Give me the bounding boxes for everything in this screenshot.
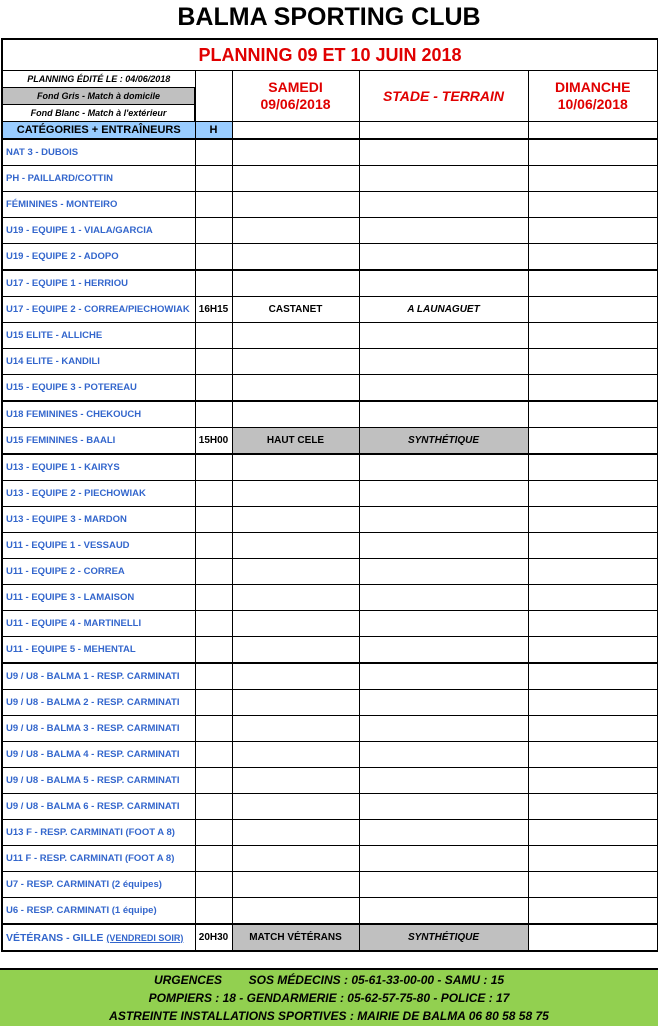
field-cell xyxy=(359,375,528,402)
field-cell xyxy=(359,323,528,349)
sunday-cell xyxy=(528,401,658,428)
category-cell: U6 - RESP. CARMINATI (1 équipe) xyxy=(2,898,195,925)
field-cell: SYNTHÉTIQUE xyxy=(359,924,528,951)
field-cell xyxy=(359,166,528,192)
hour-cell xyxy=(195,898,232,925)
footer-line-3: ASTREINTE INSTALLATIONS SPORTIVES : MAIRIE DE BALMA 06 80 58 58 75 xyxy=(109,1009,549,1023)
hour-cell xyxy=(195,742,232,768)
table-row xyxy=(2,690,658,716)
field-cell xyxy=(359,401,528,428)
sunday-cell xyxy=(528,454,658,481)
field-cell: SYNTHÉTIQUE xyxy=(359,428,528,455)
sunday-cell xyxy=(528,690,658,716)
saturday-cell xyxy=(232,454,359,481)
sunday-cell xyxy=(528,716,658,742)
category-cell: U11 - EQUIPE 1 - VESSAUD xyxy=(2,533,195,559)
table-row xyxy=(2,507,658,533)
saturday-cell xyxy=(232,794,359,820)
hour-cell xyxy=(195,533,232,559)
category-cell: U9 / U8 - BALMA 3 - RESP. CARMINATI xyxy=(2,716,195,742)
field-cell xyxy=(359,533,528,559)
sunday-cell xyxy=(528,742,658,768)
table-row xyxy=(2,872,658,898)
sunday-cell xyxy=(528,375,658,402)
hour-cell xyxy=(195,690,232,716)
category-cell: U11 - EQUIPE 5 - MEHENTAL xyxy=(2,637,195,664)
saturday-cell xyxy=(232,139,359,166)
footer-line-1: URGENCES SOS MÉDECINS : 05-61-33-00-00 - SAMU : 15 xyxy=(153,973,505,987)
saturday-cell xyxy=(232,872,359,898)
table-row xyxy=(2,401,658,428)
hour-cell xyxy=(195,481,232,507)
saturday-cell xyxy=(232,820,359,846)
saturday-cell xyxy=(232,244,359,271)
table-row xyxy=(2,375,658,402)
hour-cell xyxy=(195,192,232,218)
field-cell xyxy=(359,559,528,585)
category-cell: U11 F - RESP. CARMINATI (FOOT A 8) xyxy=(2,846,195,872)
sunday-cell xyxy=(528,166,658,192)
field-cell xyxy=(359,454,528,481)
saturday-cell: HAUT CELE xyxy=(232,428,359,455)
field-cell xyxy=(359,690,528,716)
footer-line-2: POMPIERS : 18 - GENDARMERIE : 05-62-57-75-80 - POLICE : 17 xyxy=(148,991,510,1005)
field-cell xyxy=(359,349,528,375)
field-cell xyxy=(359,898,528,925)
table-row xyxy=(2,585,658,611)
table-row-veterans xyxy=(2,924,658,951)
field-cell xyxy=(359,846,528,872)
saturday-cell xyxy=(232,690,359,716)
table-row xyxy=(2,768,658,794)
edited-date: PLANNING ÉDITÉ LE : 04/06/2018 xyxy=(2,71,195,88)
table-row xyxy=(2,846,658,872)
saturday-cell xyxy=(232,533,359,559)
hour-header-spacer xyxy=(195,71,232,122)
sunday-date: 10/06/2018 xyxy=(557,96,628,112)
sunday-cell xyxy=(528,872,658,898)
table-row xyxy=(2,297,658,323)
hour-cell xyxy=(195,166,232,192)
saturday-date: 09/06/2018 xyxy=(260,96,331,112)
emergency-footer xyxy=(0,968,658,1026)
hour-header: H xyxy=(195,122,232,140)
hour-cell: 20H30 xyxy=(195,924,232,951)
away-legend: Fond Blanc - Match à l'extérieur xyxy=(2,105,195,122)
stade-col-spacer xyxy=(359,122,528,140)
category-cell xyxy=(2,924,195,951)
saturday-cell xyxy=(232,401,359,428)
category-cell: U14 ELITE - KANDILI xyxy=(2,349,195,375)
field-cell xyxy=(359,218,528,244)
saturday-header xyxy=(232,71,359,122)
hour-cell xyxy=(195,375,232,402)
saturday-name: SAMEDI xyxy=(268,79,323,95)
category-cell: U9 / U8 - BALMA 2 - RESP. CARMINATI xyxy=(2,690,195,716)
table-row xyxy=(2,559,658,585)
hour-cell xyxy=(195,846,232,872)
field-cell xyxy=(359,820,528,846)
category-cell: U15 - EQUIPE 3 - POTEREAU xyxy=(2,375,195,402)
table-row xyxy=(2,454,658,481)
sunday-cell xyxy=(528,559,658,585)
category-cell: U11 - EQUIPE 4 - MARTINELLI xyxy=(2,611,195,637)
sunday-cell xyxy=(528,218,658,244)
sunday-cell xyxy=(528,297,658,323)
saturday-cell xyxy=(232,663,359,690)
category-cell: U19 - EQUIPE 2 - ADOPO xyxy=(2,244,195,271)
category-cell: U9 / U8 - BALMA 6 - RESP. CARMINATI xyxy=(2,794,195,820)
hour-cell xyxy=(195,401,232,428)
hour-cell xyxy=(195,794,232,820)
sunday-cell xyxy=(528,507,658,533)
field-cell xyxy=(359,192,528,218)
hour-cell xyxy=(195,244,232,271)
table-row xyxy=(2,481,658,507)
table-row xyxy=(2,742,658,768)
category-cell: U9 / U8 - BALMA 1 - RESP. CARMINATI xyxy=(2,663,195,690)
categories-header: CATÉGORIES + ENTRAÎNEURS xyxy=(2,122,195,140)
saturday-cell xyxy=(232,559,359,585)
hour-cell xyxy=(195,559,232,585)
table-row xyxy=(2,611,658,637)
saturday-cell xyxy=(232,846,359,872)
stade-header: STADE - TERRAIN xyxy=(359,71,528,122)
saturday-cell xyxy=(232,166,359,192)
field-cell xyxy=(359,716,528,742)
table-row xyxy=(2,270,658,297)
hour-cell xyxy=(195,637,232,664)
category-cell: U9 / U8 - BALMA 4 - RESP. CARMINATI xyxy=(2,742,195,768)
table-row xyxy=(2,898,658,925)
hour-cell xyxy=(195,507,232,533)
table-row xyxy=(2,820,658,846)
sunday-cell xyxy=(528,244,658,271)
hour-cell xyxy=(195,585,232,611)
planning-body xyxy=(2,39,658,951)
saturday-cell xyxy=(232,716,359,742)
table-row xyxy=(2,637,658,664)
category-cell: U13 - EQUIPE 1 - KAIRYS xyxy=(2,454,195,481)
sunday-cell xyxy=(528,820,658,846)
sunday-cell xyxy=(528,924,658,951)
sunday-cell xyxy=(528,323,658,349)
category-cell: U11 - EQUIPE 2 - CORREA xyxy=(2,559,195,585)
saturday-cell xyxy=(232,192,359,218)
category-cell: U9 / U8 - BALMA 5 - RESP. CARMINATI xyxy=(2,768,195,794)
field-cell xyxy=(359,139,528,166)
saturday-cell xyxy=(232,375,359,402)
table-row xyxy=(2,139,658,166)
sunday-cell xyxy=(528,663,658,690)
hour-cell: 15H00 xyxy=(195,428,232,455)
category-cell: U13 - EQUIPE 2 - PIECHOWIAK xyxy=(2,481,195,507)
table-row xyxy=(2,349,658,375)
saturday-cell xyxy=(232,481,359,507)
sunday-col-spacer xyxy=(528,122,658,140)
hour-cell xyxy=(195,454,232,481)
field-cell xyxy=(359,794,528,820)
saturday-cell xyxy=(232,323,359,349)
saturday-cell xyxy=(232,218,359,244)
table-row xyxy=(2,166,658,192)
field-cell xyxy=(359,270,528,297)
field-cell xyxy=(359,611,528,637)
veterans-category: VÉTÉRANS - GILLE xyxy=(6,931,104,944)
sunday-cell xyxy=(528,139,658,166)
sunday-name: DIMANCHE xyxy=(555,79,631,95)
table-row xyxy=(2,323,658,349)
sunday-cell xyxy=(528,270,658,297)
veterans-note: (VENDREDI SOIR) xyxy=(106,932,184,943)
table-row xyxy=(2,533,658,559)
planning-table xyxy=(1,38,658,952)
category-cell: U17 - EQUIPE 2 - CORREA/PIECHOWIAK xyxy=(2,297,195,323)
table-row xyxy=(2,218,658,244)
table-row xyxy=(2,794,658,820)
sunday-cell xyxy=(528,611,658,637)
saturday-cell xyxy=(232,898,359,925)
hour-cell xyxy=(195,349,232,375)
category-cell: U13 - EQUIPE 3 - MARDON xyxy=(2,507,195,533)
hour-cell xyxy=(195,872,232,898)
category-cell: U15 FEMININES - BAALI xyxy=(2,428,195,455)
saturday-cell xyxy=(232,585,359,611)
category-cell: NAT 3 - DUBOIS xyxy=(2,139,195,166)
hour-cell xyxy=(195,323,232,349)
sunday-header xyxy=(528,71,658,122)
home-legend: Fond Gris - Match à domicile xyxy=(2,88,195,105)
saturday-col-spacer xyxy=(232,122,359,140)
category-cell: U11 - EQUIPE 3 - LAMAISON xyxy=(2,585,195,611)
hour-cell xyxy=(195,139,232,166)
club-title: BALMA SPORTING CLUB xyxy=(177,3,481,31)
category-cell: FÉMININES - MONTEIRO xyxy=(2,192,195,218)
saturday-cell: MATCH VÉTÉRANS xyxy=(232,924,359,951)
table-row xyxy=(2,428,658,455)
field-cell xyxy=(359,585,528,611)
saturday-cell: CASTANET xyxy=(232,297,359,323)
field-cell xyxy=(359,872,528,898)
sunday-cell xyxy=(528,428,658,455)
saturday-cell xyxy=(232,507,359,533)
field-cell xyxy=(359,481,528,507)
hour-cell xyxy=(195,716,232,742)
category-cell: U13 F - RESP. CARMINATI (FOOT A 8) xyxy=(2,820,195,846)
table-row xyxy=(2,192,658,218)
sunday-cell xyxy=(528,637,658,664)
saturday-cell xyxy=(232,637,359,664)
sunday-cell xyxy=(528,768,658,794)
hour-cell xyxy=(195,820,232,846)
sunday-cell xyxy=(528,585,658,611)
hour-cell xyxy=(195,768,232,794)
category-cell: U15 ELITE - ALLICHE xyxy=(2,323,195,349)
table-row xyxy=(2,244,658,271)
field-cell xyxy=(359,244,528,271)
category-cell: U7 - RESP. CARMINATI (2 équipes) xyxy=(2,872,195,898)
sunday-cell xyxy=(528,533,658,559)
saturday-cell xyxy=(232,270,359,297)
sunday-cell xyxy=(528,898,658,925)
category-cell: U17 - EQUIPE 1 - HERRIOU xyxy=(2,270,195,297)
hour-cell xyxy=(195,270,232,297)
sunday-cell xyxy=(528,192,658,218)
field-cell xyxy=(359,637,528,664)
sunday-cell xyxy=(528,481,658,507)
table-row xyxy=(2,663,658,690)
hour-cell: 16H15 xyxy=(195,297,232,323)
category-cell: U18 FEMININES - CHEKOUCH xyxy=(2,401,195,428)
category-cell: PH - PAILLARD/COTTIN xyxy=(2,166,195,192)
sunday-cell xyxy=(528,794,658,820)
hour-cell xyxy=(195,218,232,244)
planning-title: PLANNING 09 ET 10 JUIN 2018 xyxy=(2,39,658,71)
saturday-cell xyxy=(232,611,359,637)
field-cell xyxy=(359,507,528,533)
saturday-cell xyxy=(232,349,359,375)
field-cell xyxy=(359,768,528,794)
saturday-cell xyxy=(232,768,359,794)
table-row xyxy=(2,716,658,742)
field-cell xyxy=(359,742,528,768)
sunday-cell xyxy=(528,846,658,872)
hour-cell xyxy=(195,611,232,637)
field-cell: A LAUNAGUET xyxy=(359,297,528,323)
category-cell: U19 - EQUIPE 1 - VIALA/GARCIA xyxy=(2,218,195,244)
saturday-cell xyxy=(232,742,359,768)
sunday-cell xyxy=(528,349,658,375)
field-cell xyxy=(359,663,528,690)
hour-cell xyxy=(195,663,232,690)
